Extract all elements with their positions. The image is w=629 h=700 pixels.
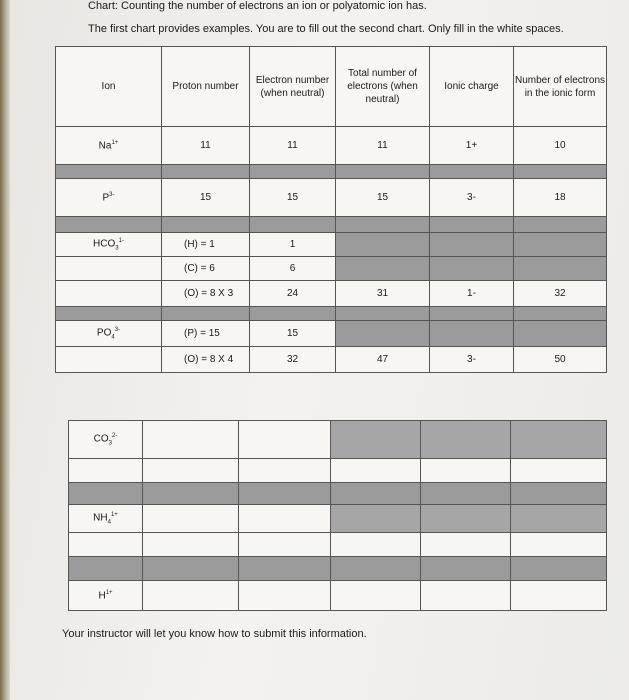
spacer-cell (56, 307, 162, 321)
spacer-cell (511, 483, 607, 505)
charge-hco3: 1- (430, 281, 514, 307)
spacer-cell (162, 165, 250, 179)
electron-hco3-o: 24 (250, 281, 336, 307)
page-edge (0, 0, 10, 700)
header-electron-neutral: Electron number (when neutral) (250, 47, 336, 127)
spacer-cell (421, 483, 511, 505)
ion-na (56, 127, 162, 165)
ion-p (56, 179, 162, 217)
spacer-cell (162, 307, 250, 321)
shaded-cell (430, 257, 514, 281)
input-total-co3[interactable] (331, 459, 421, 483)
ion-symbol: Na (98, 140, 112, 152)
ion-hco3 (56, 233, 162, 257)
row-spacer (56, 165, 607, 179)
input-proton-nh4[interactable] (143, 505, 239, 533)
row-spacer (56, 217, 607, 233)
shaded-cell (421, 421, 511, 459)
row-po4-o (56, 347, 607, 373)
ion-subscript: 3 (108, 440, 112, 447)
input-proton-co3-b[interactable] (143, 459, 239, 483)
row-co3-b (69, 459, 607, 483)
blank-cell (69, 459, 143, 483)
electron-hco3-h: 1 (250, 233, 336, 257)
shaded-cell (511, 421, 607, 459)
row-spacer (56, 307, 607, 321)
total-na: 11 (336, 127, 430, 165)
spacer-cell (336, 165, 430, 179)
blank-cell (56, 347, 162, 373)
header-total-neutral: Total number of electrons (when neutral) (336, 47, 430, 127)
ion-charge: 2- (112, 432, 118, 439)
ion-charge: 3- (114, 326, 121, 333)
shaded-cell (514, 257, 607, 281)
row-na (56, 127, 607, 165)
spacer-cell (430, 165, 514, 179)
row-spacer (69, 557, 607, 581)
input-total-nh4[interactable] (331, 533, 421, 557)
input-electron-nh4[interactable] (239, 505, 331, 533)
input-proton-h[interactable] (143, 581, 239, 611)
header-ion: Ion (56, 47, 162, 127)
input-charge-nh4[interactable] (421, 533, 511, 557)
input-ionic-electrons-h[interactable] (511, 581, 607, 611)
spacer-cell (239, 557, 331, 581)
spacer-cell (250, 165, 336, 179)
row-p (56, 179, 607, 217)
ionic-electrons-hco3: 32 (514, 281, 607, 307)
electron-na: 11 (250, 127, 336, 165)
total-hco3: 31 (336, 281, 430, 307)
ion-h (69, 581, 143, 611)
input-electron-co3-b[interactable] (239, 459, 331, 483)
input-charge-h[interactable] (421, 581, 511, 611)
spacer-cell (239, 483, 331, 505)
charge-na: 1+ (430, 127, 514, 165)
proton-hco3-c: (C) = 6 (162, 257, 250, 281)
header-electrons-ionic: Number of electrons in the ionic form (514, 47, 607, 127)
ion-charge: 1+ (110, 511, 118, 518)
spacer-cell (430, 217, 514, 233)
spacer-cell (421, 557, 511, 581)
spacer-cell (514, 307, 607, 321)
proton-p: 15 (162, 179, 250, 217)
spacer-cell (336, 217, 430, 233)
shaded-cell (514, 321, 607, 347)
ionic-electrons-p: 18 (514, 179, 607, 217)
shaded-cell (336, 233, 430, 257)
electron-po4-p: 15 (250, 321, 336, 347)
ion-subscript: 4 (111, 334, 115, 341)
charge-p: 3- (430, 179, 514, 217)
spacer-cell (162, 217, 250, 233)
input-electron-co3[interactable] (239, 421, 331, 459)
ion-charge: 3- (109, 191, 115, 198)
spacer-cell (336, 307, 430, 321)
ion-symbol: H (98, 590, 106, 602)
ionic-electrons-po4: 50 (514, 347, 607, 373)
ion-subscript: 4 (107, 519, 111, 526)
shaded-cell (336, 321, 430, 347)
blank-cell (56, 281, 162, 307)
row-hco3-o (56, 281, 607, 307)
blank-cell (69, 533, 143, 557)
header-ionic-charge: Ionic charge (430, 47, 514, 127)
shaded-cell (514, 233, 607, 257)
spacer-cell (143, 483, 239, 505)
input-electron-h[interactable] (239, 581, 331, 611)
row-nh4 (69, 505, 607, 533)
ion-charge: 1- (118, 237, 124, 244)
spacer-cell (250, 307, 336, 321)
ion-symbol: P (102, 192, 110, 204)
ion-symbol: PO (96, 327, 112, 339)
ion-symbol: CO (93, 433, 109, 445)
spacer-cell (331, 483, 421, 505)
spacer-cell (514, 217, 607, 233)
row-co3 (69, 421, 607, 459)
shaded-cell (336, 257, 430, 281)
ion-co3 (69, 421, 143, 459)
ion-subscript: 3 (115, 245, 119, 252)
total-p: 15 (336, 179, 430, 217)
spacer-cell (511, 557, 607, 581)
spacer-cell (56, 165, 162, 179)
proton-hco3-h: (H) = 1 (162, 233, 250, 257)
row-h (69, 581, 607, 611)
ion-symbol: NH (93, 512, 108, 524)
shaded-cell (421, 505, 511, 533)
ion-symbol: HCO (93, 238, 116, 250)
shaded-cell (430, 321, 514, 347)
input-proton-nh4-b[interactable] (143, 533, 239, 557)
blank-cell (56, 257, 162, 281)
row-hco3-h (56, 233, 607, 257)
chart-title: Chart: Counting the number of electrons an ion or polyatomic ion has. (88, 0, 427, 12)
spacer-cell (250, 217, 336, 233)
electron-hco3-c: 6 (250, 257, 336, 281)
row-hco3-c (56, 257, 607, 281)
header-row (56, 47, 607, 127)
electron-po4-o: 32 (250, 347, 336, 373)
shaded-cell (331, 421, 421, 459)
spacer-cell (514, 165, 607, 179)
total-po4: 47 (336, 347, 430, 373)
shaded-cell (511, 505, 607, 533)
input-total-h[interactable] (331, 581, 421, 611)
proton-na: 11 (162, 127, 250, 165)
spacer-cell (69, 483, 143, 505)
input-electron-nh4-b[interactable] (239, 533, 331, 557)
proton-po4-o: (O) = 8 X 4 (162, 347, 250, 373)
input-charge-co3[interactable] (421, 459, 511, 483)
shaded-cell (331, 505, 421, 533)
spacer-cell (69, 557, 143, 581)
charge-po4: 3- (430, 347, 514, 373)
spacer-cell (56, 217, 162, 233)
ion-charge: 1+ (105, 589, 113, 596)
spacer-cell (331, 557, 421, 581)
electron-p: 15 (250, 179, 336, 217)
submission-note: Your instructor will let you know how to submit this information. (62, 628, 367, 640)
spacer-cell (143, 557, 239, 581)
ion-po4 (56, 321, 162, 347)
row-spacer (69, 483, 607, 505)
example-chart (55, 46, 607, 373)
proton-po4-p: (P) = 15 (162, 321, 250, 347)
ion-charge: 1+ (111, 139, 119, 146)
ion-nh4 (69, 505, 143, 533)
proton-hco3-o: (O) = 8 X 3 (162, 281, 250, 307)
fill-in-chart (68, 420, 607, 611)
input-ionic-electrons-co3[interactable] (511, 459, 607, 483)
input-ionic-electrons-nh4[interactable] (511, 533, 607, 557)
row-po4-p (56, 321, 607, 347)
chart-instructions: The first chart provides examples. You are to fill out the second chart. Only fill in the white spaces. (88, 23, 564, 35)
row-nh4-b (69, 533, 607, 557)
ionic-electrons-na: 10 (514, 127, 607, 165)
input-proton-co3[interactable] (143, 421, 239, 459)
header-proton: Proton number (162, 47, 250, 127)
spacer-cell (430, 307, 514, 321)
shaded-cell (430, 233, 514, 257)
